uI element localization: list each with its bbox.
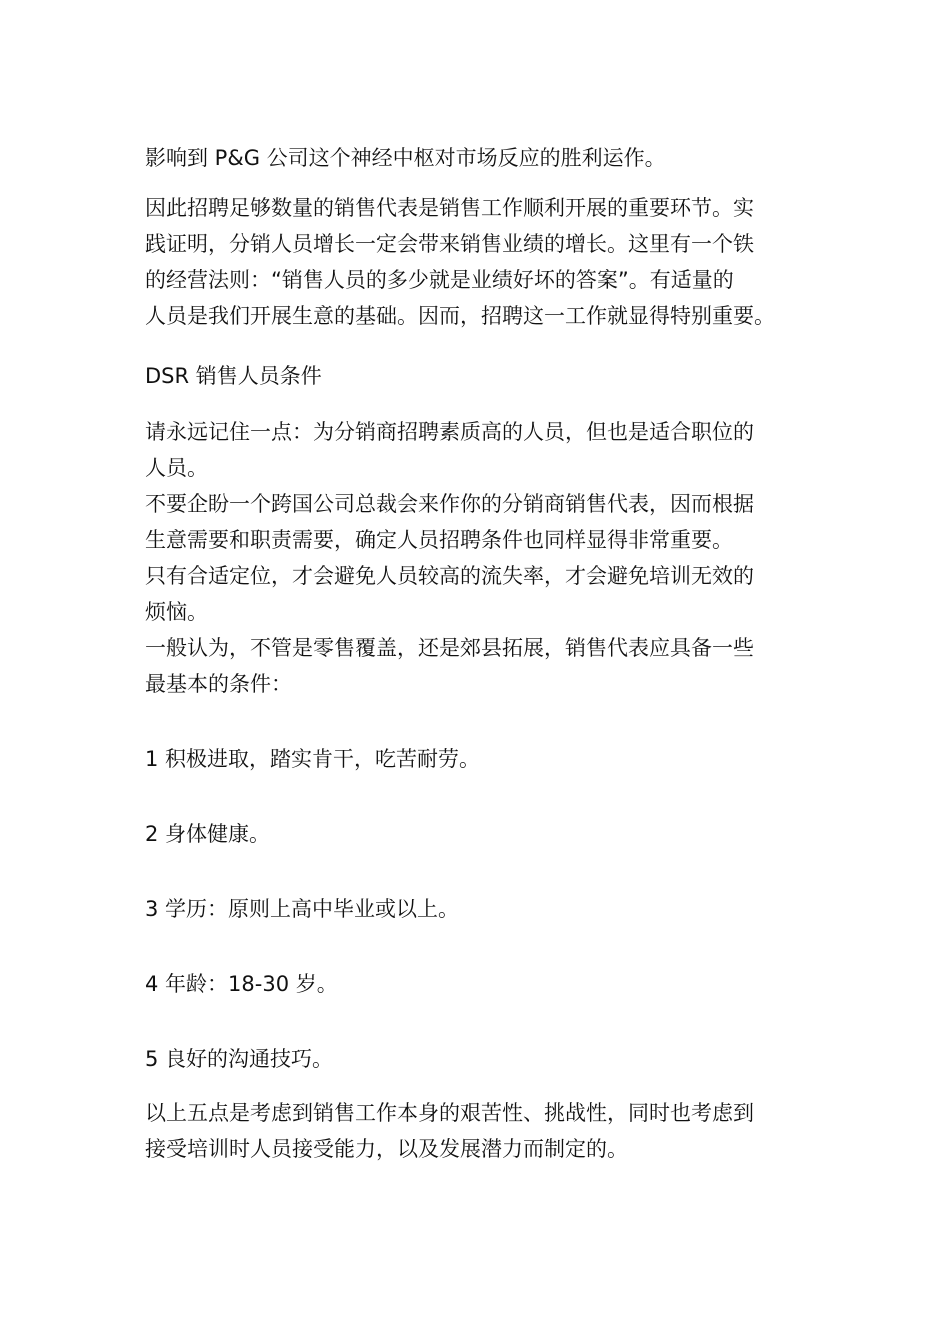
text-line: 请永远记住一点：为分销商招聘素质高的人员，但也是适合职位的	[145, 420, 754, 444]
text-line: 生意需要和职责需要，确定人员招聘条件也同样显得非常重要。	[145, 528, 733, 552]
list-item-text: 2 身体健康。	[145, 822, 271, 846]
text-line: 人员是我们开展生意的基础。因而，招聘这一工作就显得特别重要。	[145, 304, 775, 328]
text-line: 影响到 P&G 公司这个神经中枢对市场反应的胜利运作。	[145, 146, 666, 170]
document-body	[145, 140, 825, 1167]
text-line: 人员。	[145, 456, 208, 480]
section-heading	[145, 358, 825, 394]
text-line: 不要企盼一个跨国公司总裁会来作你的分销商销售代表，因而根据	[145, 492, 754, 516]
text-line: 践证明，分销人员增长一定会带来销售业绩的增长。这里有一个铁	[145, 232, 754, 256]
list-item-text: 4 年龄：18-30 岁。	[145, 972, 338, 996]
list-item-5	[145, 1041, 825, 1077]
paragraph-intro	[145, 140, 825, 176]
list-item-2	[145, 816, 825, 852]
text-line: 接受培训时人员接受能力，以及发展潜力而制定的。	[145, 1137, 628, 1161]
text-line: 只有合适定位，才会避免人员较高的流失率，才会避免培训无效的	[145, 564, 754, 588]
text-line: 一般认为，不管是零售覆盖，还是郊县拓展，销售代表应具备一些	[145, 636, 754, 660]
list-item-3	[145, 891, 825, 927]
text-line: 的经营法则：“销售人员的多少就是业绩好坏的答案”。有适量的	[145, 268, 734, 292]
list-item-1	[145, 741, 825, 777]
paragraph-recruiting-importance	[145, 190, 825, 334]
list-item-text: 3 学历：原则上高中毕业或以上。	[145, 897, 460, 921]
paragraph-conditions-intro	[145, 414, 825, 702]
text-line: 以上五点是考虑到销售工作本身的艰苦性、挑战性，同时也考虑到	[145, 1101, 754, 1125]
heading-text: DSR 销售人员条件	[145, 364, 322, 388]
text-line: 最基本的条件：	[145, 672, 292, 696]
paragraph-conclusion	[145, 1095, 825, 1167]
list-item-text: 5 良好的沟通技巧。	[145, 1047, 334, 1071]
text-line: 烦恼。	[145, 600, 208, 624]
text-line: 因此招聘足够数量的销售代表是销售工作顺利开展的重要环节。实	[145, 196, 754, 220]
list-item-4	[145, 966, 825, 1002]
list-item-text: 1 积极进取，踏实肯干，吃苦耐劳。	[145, 747, 481, 771]
